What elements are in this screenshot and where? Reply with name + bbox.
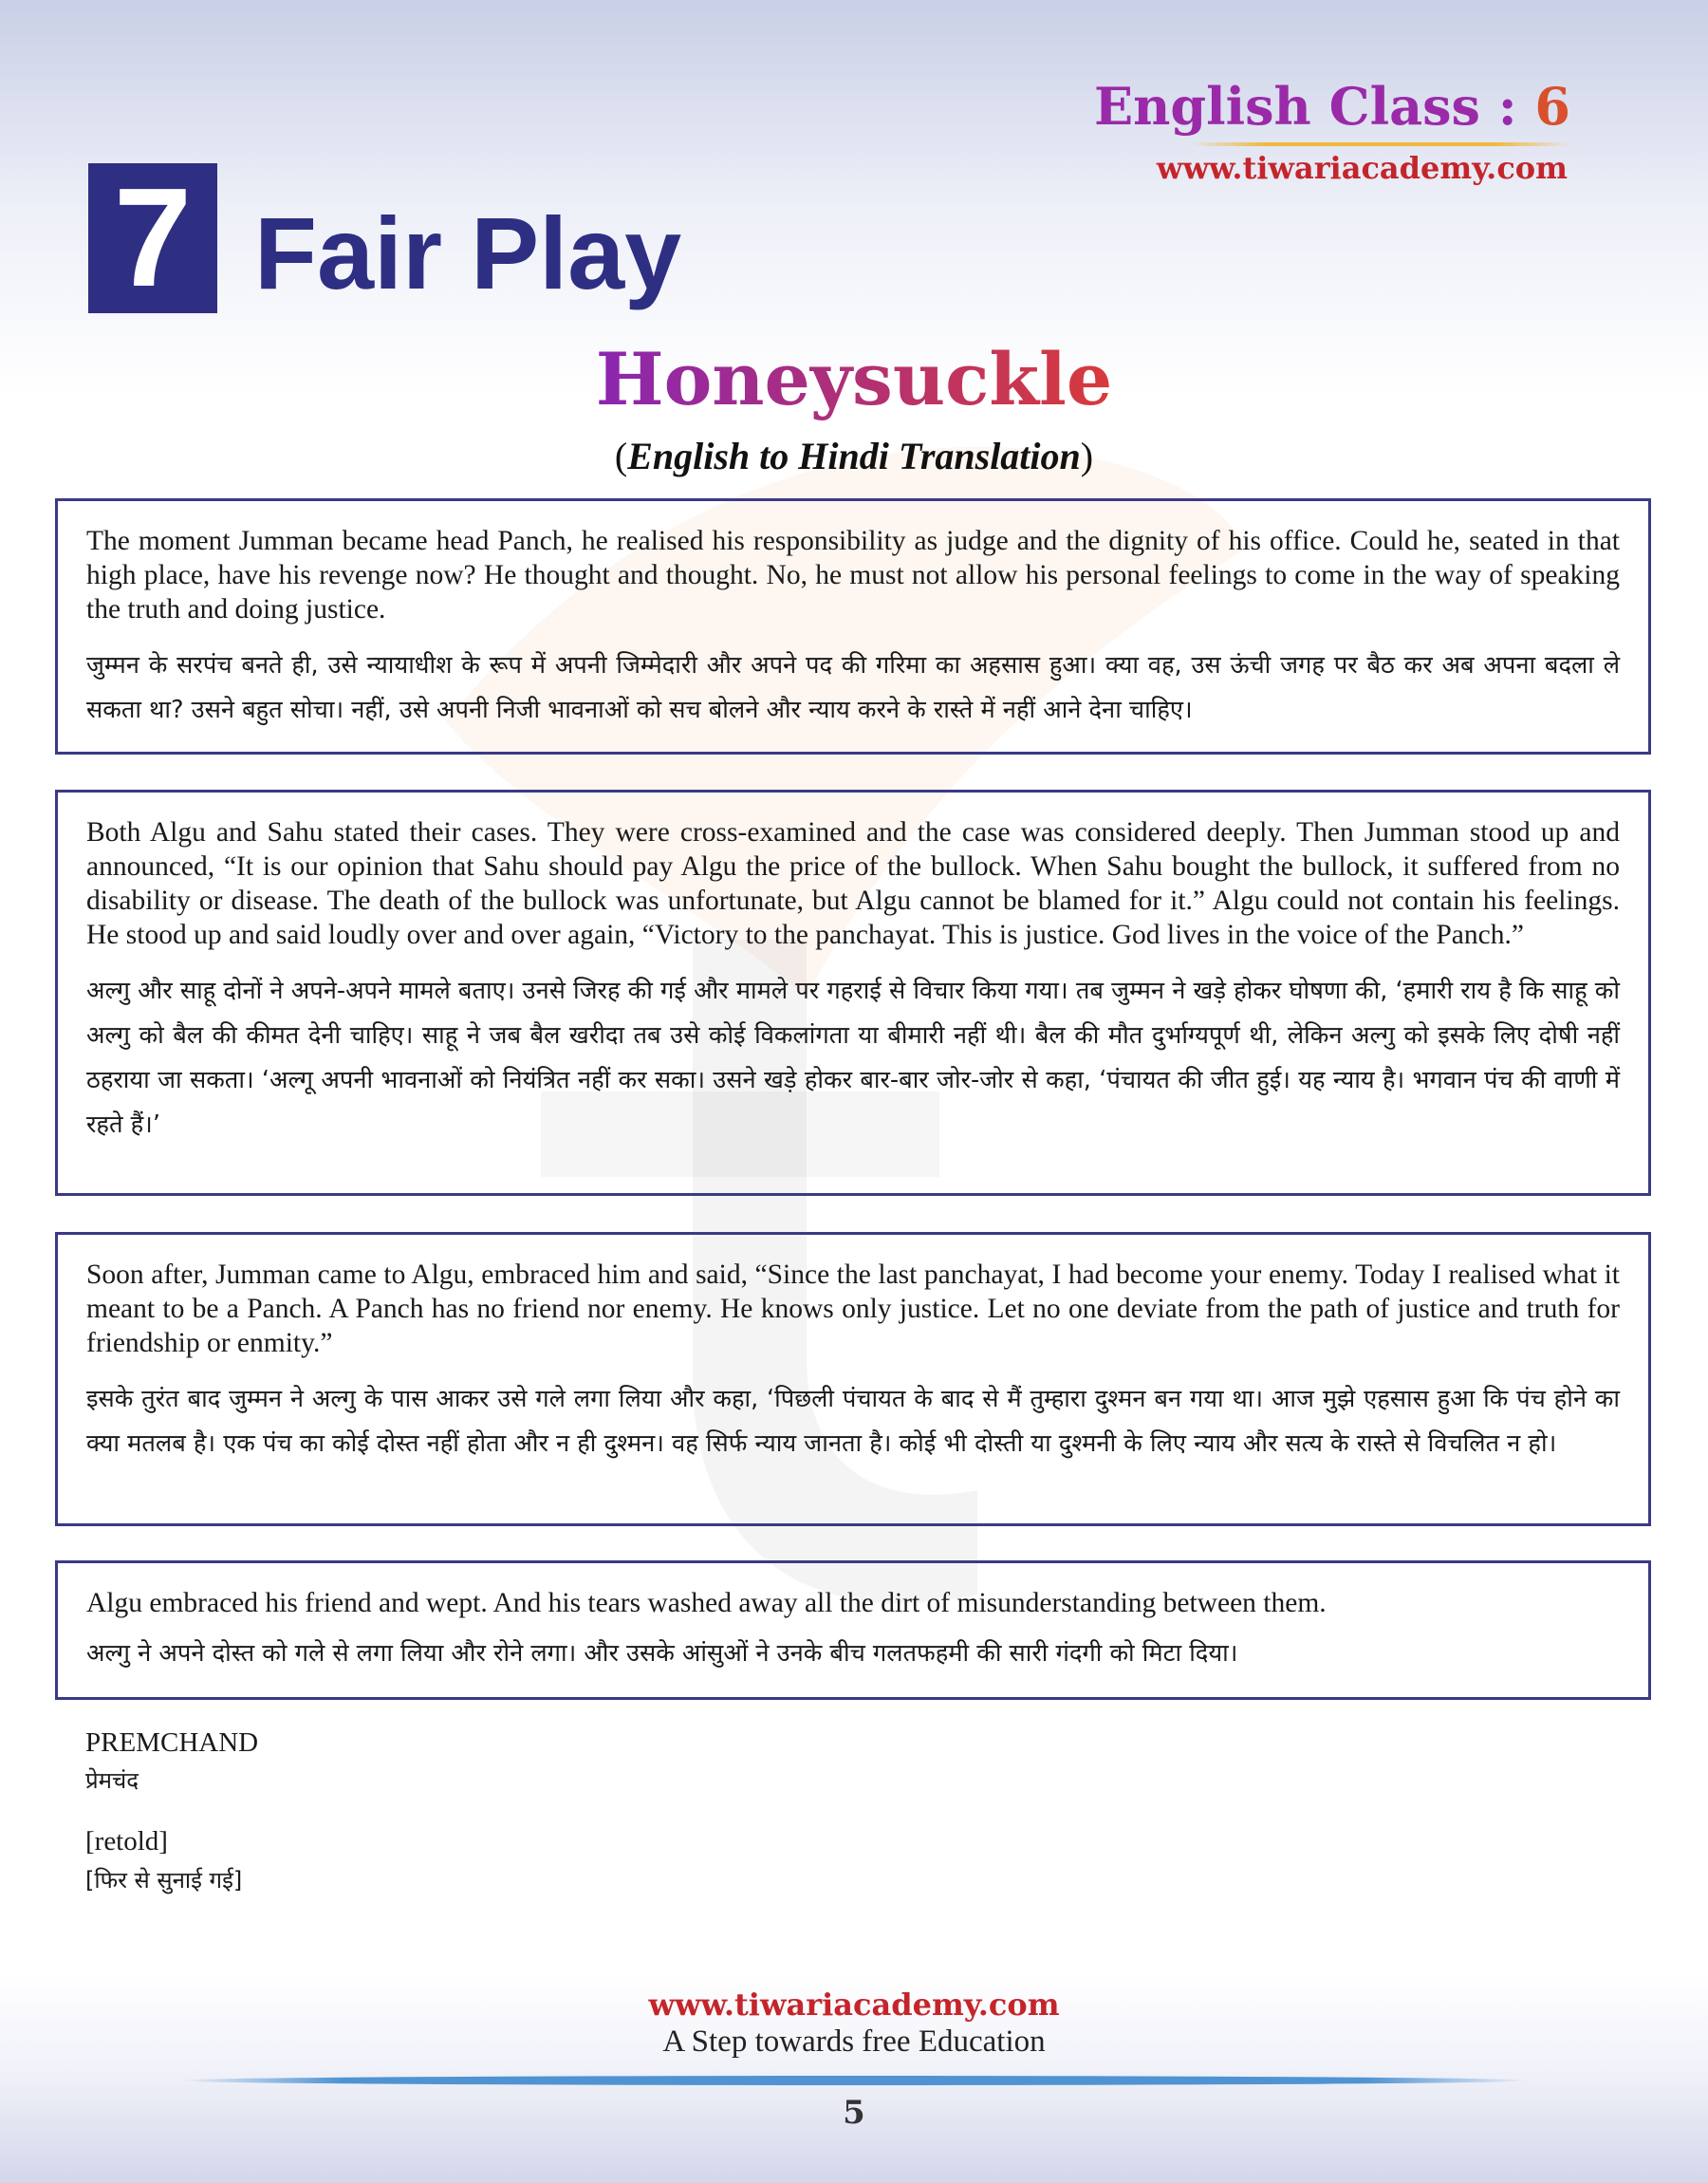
subtitle-text: English to Hindi Translation [627, 435, 1081, 477]
class-number: 6 [1534, 76, 1570, 137]
course-title [1094, 76, 1570, 137]
english-paragraph: Algu embraced his friend and wept. And his tears washed away all the dirt of misunderstanding between them. [86, 1588, 1327, 1618]
author-name: PREMCHAND [85, 1727, 259, 1758]
header-site-url[interactable]: www.tiwariacademy.com [1156, 150, 1568, 186]
passage-card [55, 498, 1651, 755]
subtitle: (English to Hindi Translation) [614, 435, 1094, 477]
hindi-paragraph: अल्गु और साहू दोनों ने अपने-अपने मामले बताए। उनसे जिरह की गई और मामले पर गहराई से विचार किया गया। तब जुम्मन ने खड़े होकर घोषणा की, ‘हमारी राय है कि साहू को अल्गु को बैल की कीमत देनी चाहिए। साहू ने जब बैल खरीदा तब उसे कोई विकलांगता या बीमारी नहीं थी। बैल की मौत दुर्भाग्यपूर्ण थी, लेकिन अल्गु को इसके लिए दोषी नहीं ठहराया जा सकता। ‘अल्गू अपनी भावनाओं को नियंत्रित नहीं कर सका। उसने खड़े होकर बार-बार जोर-जोर से कहा, ‘पंचायत की जीत हुई। यह न्याय है। भगवान पंच की वाणी में रहते हैं।’ [86, 977, 1620, 1139]
footer-divider [180, 2076, 1528, 2085]
hindi-paragraph: जुम्मन के सरपंच बनते ही, उसे न्यायाधीश के रूप में अपनी जिम्मेदारी और अपने पद की गरिमा का अहसास हुआ। क्या वह, उस ऊंची जगह पर बैठ कर अब अपना बदला ले सकता था? उसने बहुत सोचा। नहीं, उसे अपनी निजी भावनाओं को सच बोलने और न्याय करने के रास्ते में नहीं आने देना चाहिए। [86, 651, 1620, 724]
retold-note-hindi: [फिर से सुनाई गई] [85, 1867, 243, 1894]
passage-card [55, 1232, 1651, 1526]
book-title [0, 337, 1708, 422]
author-name-hindi: प्रेमचंद [85, 1767, 139, 1794]
english-paragraph: The moment Jumman became head Panch, he realised his responsibility as judge and the dignity of his office. Could he, seated in that high place, have his revenge now? He thought and thought. No, he must not allow his personal feelings to come in the way of speaking the truth and doing justice. [86, 526, 1620, 625]
book-title-text: Honeysuckle [595, 337, 1113, 421]
chapter-title: Fair Play [254, 196, 682, 310]
retold-note: [retold] [85, 1826, 168, 1856]
chapter-number: 7 [88, 163, 217, 313]
hindi-paragraph: अल्गु ने अपने दोस्त को गले से लगा लिया और रोने लगा। और उसके आंसुओं ने उनके बीच गलतफहमी की सारी गंदगी को मिटा दिया। [86, 1639, 1238, 1668]
course-label: English Class : [1093, 76, 1535, 137]
english-paragraph: Both Algu and Sahu stated their cases. They were cross-examined and the case was considered deeply. Then Jumman stood up and announced, “It is our opinion that Sahu should pay Algu the price of the bullock. When Sahu bought the bullock, it suffered from no disability or disease. The death of the bullock was unfortunate, but Algu cannot be blamed for it.” Algu could not contain his feelings. He stood up and said loudly over and over again, “Victory to the panchayat. This is justice. God lives in the voice of the Panch.” [86, 817, 1620, 950]
hindi-paragraph: इसके तुरंत बाद जुम्मन ने अल्गु के पास आकर उसे गले लगा लिया और कहा, ‘पिछली पंचायत के बाद से मैं तुम्हारा दुश्मन बन गया था। आज मुझे एहसास हुआ कि पंच होने का क्या मतलब है। एक पंच का कोई दोस्त नहीं होता और न ही दुश्मन। वह सिर्फ न्याय जानता है। कोई भी दोस्ती या दुश्मनी के लिए न्याय और सत्य के रास्ते से विचलित न हो। [86, 1385, 1620, 1458]
english-paragraph: Soon after, Jumman came to Algu, embraced him and said, “Since the last panchayat, I had become your enemy. Today I realised what it meant to be a Panch. A Panch has no friend nor enemy. He knows only justice. Let no one deviate from the path of justice and truth for friendship or enmity.” [86, 1259, 1620, 1358]
footer-site-url[interactable]: www.tiwariacademy.com [648, 1987, 1060, 2023]
passage-card [55, 790, 1651, 1196]
passage-card [55, 1560, 1651, 1700]
course-underline [1191, 142, 1570, 146]
footer-tagline: A Step towards free Education [662, 2024, 1046, 2059]
page-number: 5 [843, 2094, 865, 2132]
